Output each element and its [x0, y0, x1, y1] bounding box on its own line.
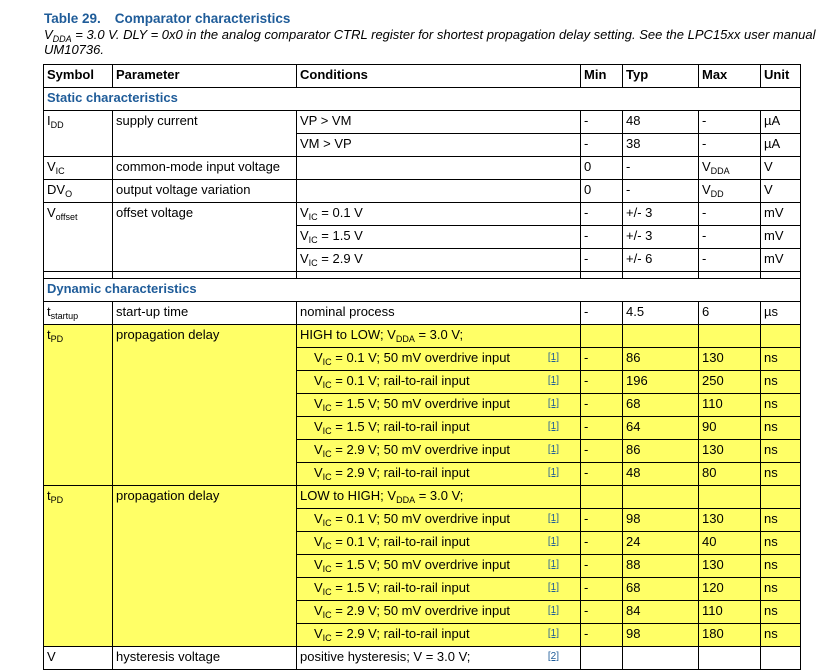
- table-row-hysteresis: [44, 647, 801, 670]
- typ-cell: 196: [623, 371, 699, 394]
- condition-wrap: [314, 394, 577, 414]
- condition-wrap: [314, 348, 577, 368]
- unit-cell: ns: [761, 440, 801, 463]
- symbol-main: DV: [47, 182, 66, 197]
- condition-sub: IC: [322, 380, 332, 390]
- max-main: -: [702, 136, 707, 151]
- condition-main: V: [314, 534, 323, 549]
- table-row: [44, 180, 801, 203]
- min-cell: -: [581, 417, 623, 440]
- symbol-cell: [44, 302, 113, 325]
- condition-main: V: [300, 228, 309, 243]
- condition-post: = 1.5 V; 50 mV overdrive input: [331, 396, 511, 411]
- max-cell: 90: [699, 417, 761, 440]
- unit-cell: V: [761, 157, 801, 180]
- prop-low-to-high-header-row: [44, 486, 801, 509]
- condition-sub: IC: [322, 610, 332, 620]
- empty-cell: [623, 647, 699, 670]
- conditions-cell: VM > VP: [297, 134, 581, 157]
- symbol-main: V: [47, 205, 56, 220]
- conditions-cell: [297, 601, 581, 624]
- typ-cell: 68: [623, 394, 699, 417]
- empty-cell: [699, 486, 761, 509]
- header-typ: Typ: [623, 65, 699, 88]
- condition-main: HIGH to LOW; V: [300, 327, 396, 342]
- unit-cell: ns: [761, 624, 801, 647]
- table-number: Table 29.: [44, 11, 101, 26]
- symbol-sub: O: [65, 189, 73, 199]
- conditions-cell: [297, 417, 581, 440]
- spacer-cell: [581, 272, 623, 279]
- condition-text: [314, 578, 470, 598]
- max-main: -: [702, 251, 707, 266]
- unit-cell: ns: [761, 348, 801, 371]
- condition-wrap: [314, 440, 577, 460]
- parameter-cell: start-up time: [113, 302, 297, 325]
- section-dynamic: [44, 279, 801, 302]
- max-main: -: [702, 228, 707, 243]
- symbol-cell: [44, 486, 113, 647]
- header-max: Max: [699, 65, 761, 88]
- footnote-ref[interactable]: [1]: [547, 398, 559, 409]
- min-cell: -: [581, 532, 623, 555]
- unit-cell: mV: [761, 203, 801, 226]
- header-row: [44, 65, 801, 88]
- empty-cell: [623, 325, 699, 348]
- condition-post: = 3.0 V;: [415, 488, 464, 503]
- typ-cell: 48: [623, 463, 699, 486]
- unit-cell: ns: [761, 578, 801, 601]
- condition-main: V: [314, 603, 323, 618]
- conditions-cell: nominal process: [297, 302, 581, 325]
- symbol-main: V: [47, 159, 56, 174]
- unit-cell: ns: [761, 371, 801, 394]
- footnote-ref[interactable]: [1]: [547, 375, 559, 386]
- condition-text: [314, 348, 510, 368]
- comparator-table: [43, 64, 801, 670]
- typ-cell: -: [623, 180, 699, 203]
- parameter-cell: hysteresis voltage: [113, 647, 297, 670]
- max-cell: 6: [699, 302, 761, 325]
- max-main: -: [702, 205, 707, 220]
- condition-post: = 1.5 V: [317, 228, 363, 243]
- footnote-ref[interactable]: [1]: [547, 605, 559, 616]
- min-cell: 0: [581, 157, 623, 180]
- condition-wrap: [314, 532, 577, 552]
- empty-cell: [699, 325, 761, 348]
- min-cell: -: [581, 111, 623, 134]
- conditions-cell: [297, 578, 581, 601]
- typ-cell: +/- 3: [623, 226, 699, 249]
- condition-sub: IC: [308, 212, 318, 222]
- parameter-cell: output voltage variation: [113, 180, 297, 203]
- unit-cell: ns: [761, 532, 801, 555]
- max-cell: 120: [699, 578, 761, 601]
- table-row: [44, 111, 801, 134]
- max-cell: 130: [699, 348, 761, 371]
- spacer-cell: [44, 272, 113, 279]
- typ-cell: -: [623, 157, 699, 180]
- min-cell: -: [581, 249, 623, 272]
- symbol-sub: IC: [55, 166, 65, 176]
- typ-cell: 64: [623, 417, 699, 440]
- parameter-cell: propagation delay: [113, 325, 297, 486]
- footnote-ref[interactable]: [1]: [547, 467, 559, 478]
- condition-sub: IC: [322, 518, 332, 528]
- section-static-label: Static characteristics: [44, 88, 801, 111]
- symbol-cell: [44, 111, 113, 157]
- typ-cell: 4.5: [623, 302, 699, 325]
- condition-main: V: [314, 580, 323, 595]
- condition-wrap: [314, 371, 577, 391]
- spacer-cell: [761, 272, 801, 279]
- conditions-cell: [297, 463, 581, 486]
- condition-sub: IC: [322, 541, 332, 551]
- conditions-cell: [297, 486, 581, 509]
- condition-main: positive hysteresis; V: [300, 649, 423, 664]
- condition-post: = 1.5 V; 50 mV overdrive input: [331, 557, 511, 572]
- max-cell: 80: [699, 463, 761, 486]
- min-cell: -: [581, 348, 623, 371]
- min-cell: -: [581, 463, 623, 486]
- max-sub: DD: [710, 189, 724, 199]
- max-cell: [699, 157, 761, 180]
- conditions-cell: [297, 371, 581, 394]
- conditions-cell: [297, 180, 581, 203]
- condition-text: [314, 417, 470, 437]
- symbol-cell: [44, 180, 113, 203]
- spacer-cell: [297, 272, 581, 279]
- table-title-text: Comparator characteristics: [114, 11, 291, 26]
- typ-cell: 84: [623, 601, 699, 624]
- condition-wrap: [314, 601, 577, 621]
- condition-post: = 1.5 V; rail-to-rail input: [331, 580, 470, 595]
- condition-main: V: [300, 251, 309, 266]
- condition-text: [300, 647, 470, 667]
- spacer-row: [44, 272, 801, 279]
- unit-cell: ns: [761, 417, 801, 440]
- header-conditions: Conditions: [297, 65, 581, 88]
- note-text: = 3.0 V. DLY = 0x0 in the analog comparator CTRL register for shortest propagation delay setting. See the LPC15xx user manual UM10736.: [44, 27, 816, 57]
- condition-sub: IC: [308, 258, 318, 268]
- max-cell: 130: [699, 440, 761, 463]
- conditions-cell: VP > VM: [297, 111, 581, 134]
- conditions-cell: [297, 555, 581, 578]
- min-cell: -: [581, 555, 623, 578]
- condition-sub: IC: [308, 235, 318, 245]
- typ-cell: +/- 3: [623, 203, 699, 226]
- max-cell: 40: [699, 532, 761, 555]
- condition-text: [314, 509, 510, 529]
- condition-sub: IC: [322, 472, 332, 482]
- typ-cell: 24: [623, 532, 699, 555]
- unit-cell: ns: [761, 463, 801, 486]
- header-parameter: Parameter: [113, 65, 297, 88]
- conditions-cell: [297, 394, 581, 417]
- max-main: V: [702, 159, 711, 174]
- condition-post: = 1.5 V; rail-to-rail input: [331, 419, 470, 434]
- condition-text: [314, 463, 470, 483]
- min-cell: -: [581, 394, 623, 417]
- conditions-cell: [297, 440, 581, 463]
- condition-post: = 3.0 V;: [414, 327, 464, 342]
- conditions-cell: [297, 203, 581, 226]
- section-static: [44, 88, 801, 111]
- condition-post: = 0.1 V; 50 mV overdrive input: [331, 511, 511, 526]
- condition-text: [314, 440, 510, 460]
- min-cell: -: [581, 302, 623, 325]
- condition-sub: IC: [322, 357, 332, 367]
- condition-post: = 2.9 V; 50 mV overdrive input: [331, 442, 511, 457]
- condition-main: V: [314, 511, 323, 526]
- empty-cell: [761, 486, 801, 509]
- empty-cell: [581, 647, 623, 670]
- typ-cell: 68: [623, 578, 699, 601]
- conditions-cell: [297, 624, 581, 647]
- typ-cell: 98: [623, 624, 699, 647]
- max-cell: 180: [699, 624, 761, 647]
- condition-sub: DDA: [396, 495, 416, 505]
- max-cell: 250: [699, 371, 761, 394]
- section-dynamic-label: Dynamic characteristics: [44, 279, 801, 302]
- max-cell: [699, 203, 761, 226]
- parameter-cell: offset voltage: [113, 203, 297, 272]
- typ-cell: 38: [623, 134, 699, 157]
- parameter-cell: common-mode input voltage: [113, 157, 297, 180]
- symbol-main: t: [47, 327, 51, 342]
- conditions-cell: [297, 509, 581, 532]
- empty-cell: [761, 647, 801, 670]
- condition-post: = 0.1 V; rail-to-rail input: [331, 534, 470, 549]
- condition-sub: IC: [322, 564, 332, 574]
- empty-cell: [761, 325, 801, 348]
- conditions-cell: [297, 226, 581, 249]
- header-min: Min: [581, 65, 623, 88]
- footnote-ref[interactable]: [1]: [547, 352, 559, 363]
- unit-cell: V: [761, 180, 801, 203]
- min-cell: -: [581, 226, 623, 249]
- symbol-sub: PD: [50, 334, 64, 344]
- min-cell: 0: [581, 180, 623, 203]
- min-cell: -: [581, 134, 623, 157]
- condition-sub: IC: [322, 426, 332, 436]
- condition-main: V: [314, 626, 323, 641]
- max-cell: [699, 249, 761, 272]
- footnote-ref[interactable]: [1]: [547, 628, 559, 639]
- unit-cell: ns: [761, 555, 801, 578]
- empty-cell: [581, 486, 623, 509]
- condition-post: = 0.1 V; rail-to-rail input: [331, 373, 470, 388]
- condition-post: = 0.1 V: [317, 205, 363, 220]
- min-cell: -: [581, 601, 623, 624]
- parameter-cell: propagation delay: [113, 486, 297, 647]
- header-symbol: Symbol: [44, 65, 113, 88]
- symbol-sub: offset: [55, 212, 78, 222]
- symbol-cell: [44, 157, 113, 180]
- prop-high-to-low-header-row: [44, 325, 801, 348]
- unit-cell: µA: [761, 134, 801, 157]
- condition-post: = 2.9 V; 50 mV overdrive input: [331, 603, 511, 618]
- min-cell: -: [581, 578, 623, 601]
- footnote-ref[interactable]: [1]: [547, 536, 559, 547]
- table-note: [44, 27, 824, 57]
- condition-main: V: [314, 557, 323, 572]
- condition-sub: IC: [322, 633, 332, 643]
- condition-text: [314, 394, 510, 414]
- max-sub: DDA: [710, 166, 730, 176]
- typ-cell: +/- 6: [623, 249, 699, 272]
- condition-wrap: [314, 555, 577, 575]
- condition-text: [314, 624, 470, 644]
- condition-sub: DDA: [395, 334, 415, 344]
- conditions-cell: [297, 348, 581, 371]
- table-row: [44, 157, 801, 180]
- symbol-sub: PD: [50, 495, 64, 505]
- condition-post: = 2.9 V; rail-to-rail input: [331, 626, 470, 641]
- symbol-cell: V: [44, 647, 113, 670]
- condition-wrap: [314, 578, 577, 598]
- condition-text: [314, 601, 510, 621]
- condition-main: V: [314, 373, 323, 388]
- empty-cell: [699, 647, 761, 670]
- unit-cell: µs: [761, 302, 801, 325]
- symbol-sub: DD: [50, 120, 64, 130]
- spacer-cell: [699, 272, 761, 279]
- min-cell: -: [581, 371, 623, 394]
- typ-cell: 86: [623, 440, 699, 463]
- empty-cell: [581, 325, 623, 348]
- note-symbol: V: [44, 27, 53, 42]
- unit-cell: mV: [761, 226, 801, 249]
- note-subscript: DDA: [52, 34, 72, 44]
- typ-cell: 98: [623, 509, 699, 532]
- condition-post: = 0.1 V; 50 mV overdrive input: [331, 350, 511, 365]
- max-cell: [699, 111, 761, 134]
- condition-main: V: [314, 350, 323, 365]
- min-cell: -: [581, 440, 623, 463]
- unit-cell: ns: [761, 601, 801, 624]
- table-row: [44, 203, 801, 226]
- symbol-cell: [44, 325, 113, 486]
- condition-wrap: [314, 463, 577, 483]
- conditions-cell: [297, 532, 581, 555]
- condition-text: [314, 555, 510, 575]
- condition-post: = 2.9 V: [317, 251, 363, 266]
- max-cell: [699, 226, 761, 249]
- condition-main: V: [300, 205, 309, 220]
- condition-post: = 3.0 V;: [422, 649, 471, 664]
- condition-text: [314, 532, 470, 552]
- symbol-main: t: [47, 304, 51, 319]
- symbol-sub: startup: [50, 311, 79, 321]
- max-cell: [699, 134, 761, 157]
- conditions-cell: [297, 325, 581, 348]
- min-cell: -: [581, 203, 623, 226]
- condition-wrap: [300, 647, 577, 667]
- condition-sub: IC: [322, 403, 332, 413]
- max-main: V: [702, 182, 711, 197]
- max-cell: 130: [699, 509, 761, 532]
- table-title: [44, 10, 824, 27]
- conditions-cell: [297, 249, 581, 272]
- max-cell: 130: [699, 555, 761, 578]
- unit-cell: ns: [761, 394, 801, 417]
- footnote-ref[interactable]: [1]: [547, 444, 559, 455]
- max-cell: [699, 180, 761, 203]
- conditions-cell: [297, 647, 581, 670]
- empty-cell: [623, 486, 699, 509]
- condition-text: [314, 371, 470, 391]
- parameter-cell: supply current: [113, 111, 297, 157]
- min-cell: -: [581, 509, 623, 532]
- condition-main: LOW to HIGH; V: [300, 488, 397, 503]
- max-cell: 110: [699, 394, 761, 417]
- max-main: -: [702, 113, 707, 128]
- footnote-ref[interactable]: [1]: [547, 421, 559, 432]
- condition-post: = 2.9 V; rail-to-rail input: [331, 465, 470, 480]
- condition-main: V: [314, 442, 323, 457]
- unit-cell: mV: [761, 249, 801, 272]
- conditions-cell: [297, 157, 581, 180]
- symbol-cell: [44, 203, 113, 272]
- symbol-main: t: [47, 488, 51, 503]
- spacer-cell: [623, 272, 699, 279]
- table-row-startup: [44, 302, 801, 325]
- condition-main: V: [314, 419, 323, 434]
- table-caption: [44, 10, 824, 57]
- condition-sub: IC: [322, 449, 332, 459]
- header-unit: Unit: [761, 65, 801, 88]
- condition-main: V: [314, 396, 323, 411]
- footnote-ref[interactable]: [1]: [547, 513, 559, 524]
- footnote-ref[interactable]: [2]: [547, 651, 559, 662]
- footnote-ref[interactable]: [1]: [547, 582, 559, 593]
- spacer-cell: [113, 272, 297, 279]
- unit-cell: µA: [761, 111, 801, 134]
- footnote-ref[interactable]: [1]: [547, 559, 559, 570]
- condition-wrap: [314, 509, 577, 529]
- unit-cell: ns: [761, 509, 801, 532]
- max-cell: 110: [699, 601, 761, 624]
- typ-cell: 88: [623, 555, 699, 578]
- condition-sub: IC: [322, 587, 332, 597]
- condition-main: V: [314, 465, 323, 480]
- symbol-main: I: [47, 113, 51, 128]
- typ-cell: 86: [623, 348, 699, 371]
- min-cell: -: [581, 624, 623, 647]
- condition-wrap: [314, 417, 577, 437]
- condition-wrap: [314, 624, 577, 644]
- typ-cell: 48: [623, 111, 699, 134]
